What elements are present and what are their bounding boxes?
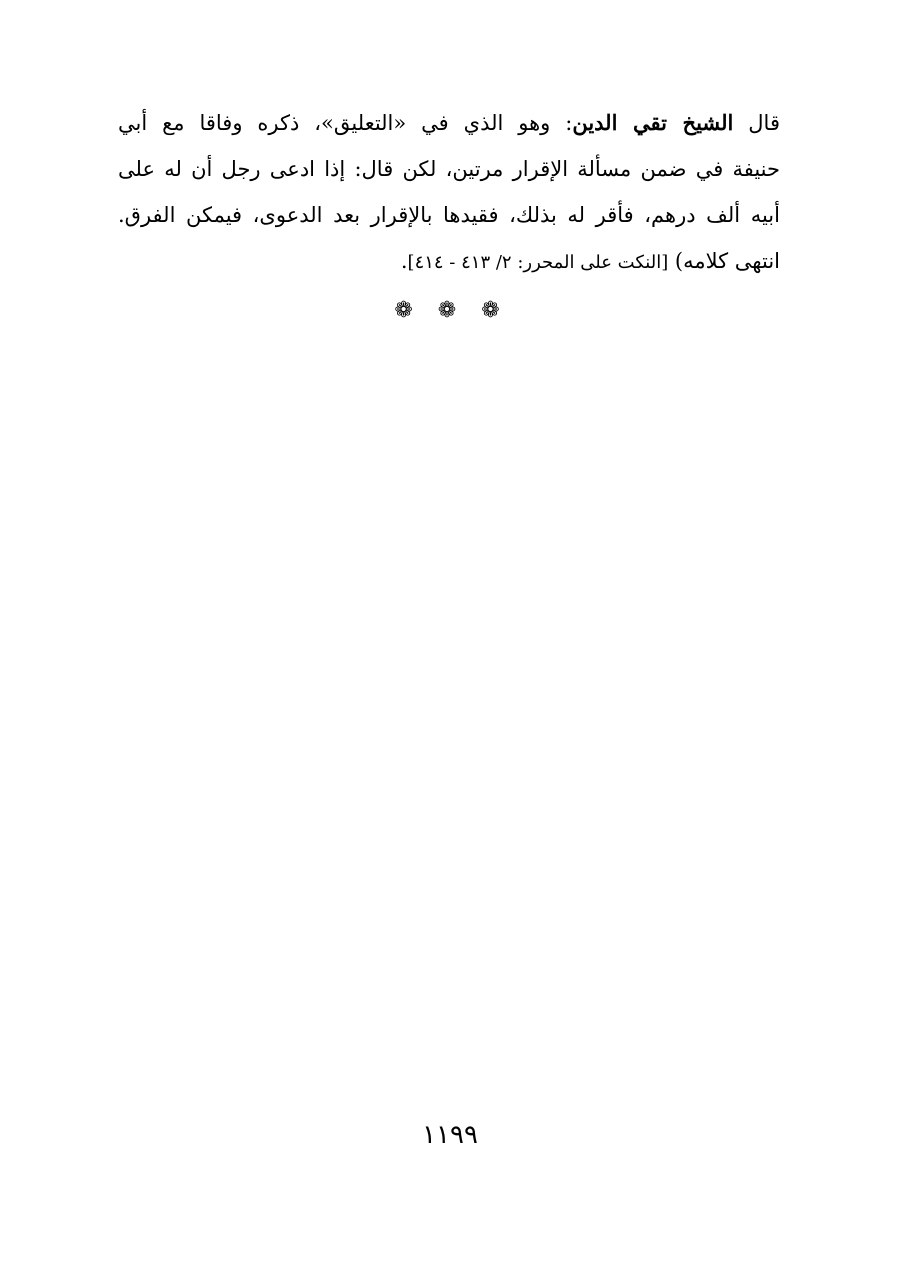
text-line-4: [118, 238, 780, 284]
quote-end: انتهى كلامه): [668, 249, 780, 273]
line-1-lead: قال: [733, 111, 780, 135]
flower-ornament-icon: ❁: [394, 298, 419, 323]
sheikh-name: الشيخ تقي الدين: [572, 110, 734, 135]
page-number: ١١٩٩: [422, 1120, 478, 1150]
line-1-rest: : وهو الذي في «التعليق»، ذكره وفاقا مع أبي: [118, 111, 573, 135]
text-line-2: حنيفة في ضمن مسألة الإقرار مرتين، لكن قال: إذا ادعى رجل أن له على: [118, 157, 780, 181]
text-line-1: [118, 100, 780, 146]
section-divider-ornaments: [380, 298, 520, 323]
flower-ornament-icon: ❁: [481, 298, 506, 323]
source-citation: [النكت على المحرر: ٢/ ٤١٣ - ٤١٤]: [407, 252, 669, 273]
flower-ornament-icon: ❁: [437, 298, 463, 323]
text-line-3: أبيه ألف درهم، فأقر له بذلك، فقيدها بالإقرار بعد الدعوى، فيمكن الفرق.: [118, 203, 780, 227]
body-text: [118, 100, 780, 284]
citation-period: .: [400, 249, 408, 273]
